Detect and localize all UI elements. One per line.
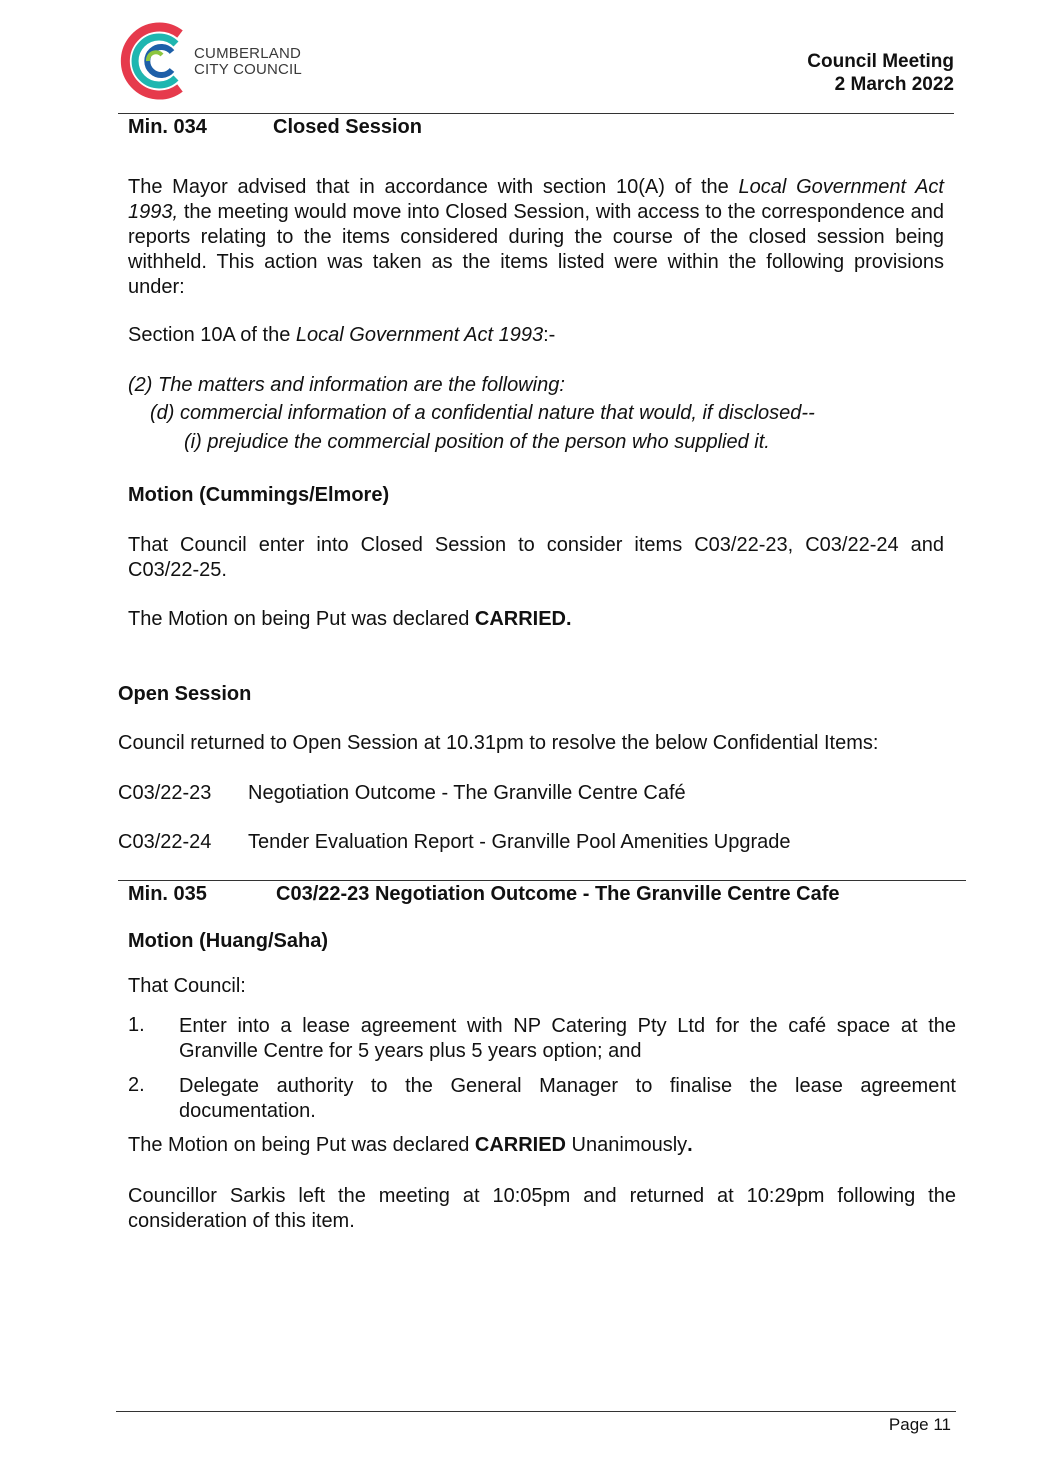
motion-result-035 [128, 1134, 693, 1157]
confidential-item-code: C03/22-24 [118, 831, 212, 853]
list-number: 2. [128, 1074, 145, 1096]
list-item-text: Delegate authority to the General Manager to finalise the lease agreement documentation. [179, 1075, 956, 1122]
motion-lead-035: That Council: [128, 975, 246, 997]
councillor-note: Councillor Sarkis left the meeting at 10:05pm and returned at 10:29pm following the consideration of this item. [128, 1185, 956, 1232]
meeting-title: Council Meeting [807, 51, 954, 72]
intro-post: the meeting would move into Closed Session, with access to the correspondence and reports relating to the items considered during the course of the closed session being withheld. This action was taken as the items listed were within the following provisions under: [128, 201, 944, 298]
minute-035-title: C03/22-23 Negotiation Outcome - The Granville Centre Cafe [276, 883, 840, 905]
list-item-text: Enter into a lease agreement with NP Catering Pty Ltd for the café space at the Granville Centre for 5 years plus 5 years option; and [179, 1015, 956, 1062]
section-act: Local Government Act 1993 [295, 324, 544, 346]
logo-line-1: CUMBERLAND [194, 45, 302, 62]
provision-d: (d) commercial information of a confidential nature that would, if disclosed-- [150, 402, 815, 424]
intro-pre: The Mayor advised that in accordance with section 10(A) of the [128, 176, 739, 198]
result-pre-035: The Motion on being Put was declared [128, 1134, 475, 1156]
section-post: :- [543, 324, 556, 346]
minute-035-rule [118, 880, 966, 881]
result-post-035: Unanimously [566, 1134, 688, 1156]
confidential-item-title: Tender Evaluation Report - Granville Pool Amenities Upgrade [248, 831, 791, 853]
header-rule [118, 113, 954, 114]
section-10a-line [128, 324, 555, 347]
result-carried-035: CARRIED [474, 1134, 566, 1156]
provision-i: (i) prejudice the commercial position of the person who supplied it. [184, 431, 770, 453]
motion-heading-035: Motion (Huang/Saha) [128, 930, 328, 952]
council-logo-icon [118, 20, 198, 102]
logo-wordmark [194, 46, 302, 78]
list-number: 1. [128, 1014, 145, 1036]
result-dot-035: . [687, 1134, 693, 1156]
result-carried-034: CARRIED. [474, 608, 572, 630]
open-session-heading: Open Session [118, 683, 252, 705]
minute-034-number: Min. 034 [128, 116, 207, 138]
motion-result-034 [128, 608, 572, 631]
minute-035-number: Min. 035 [128, 883, 207, 905]
section-pre: Section 10A of the [128, 324, 296, 346]
footer-rule [116, 1411, 956, 1412]
open-session-intro: Council returned to Open Session at 10.31pm to resolve the below Confidential Items: [118, 732, 879, 754]
motion-heading-034: Motion (Cummings/Elmore) [128, 484, 390, 506]
logo-line-2: CITY COUNCIL [194, 61, 302, 78]
confidential-item-title: Negotiation Outcome - The Granville Centre Café [248, 782, 686, 804]
motion-text-034: That Council enter into Closed Session to consider items C03/22-23, C03/22-24 and C03/22-25. [128, 534, 944, 581]
closed-session-intro [128, 175, 944, 300]
result-pre-034: The Motion on being Put was declared [128, 608, 475, 630]
meeting-date: 2 March 2022 [834, 74, 954, 95]
meeting-info [807, 50, 954, 96]
minute-034-title: Closed Session [273, 116, 422, 138]
provision-2: (2) The matters and information are the following: [128, 374, 565, 396]
confidential-item-code: C03/22-23 [118, 782, 212, 804]
page-number: Page 11 [888, 1415, 951, 1434]
intro-act: Local Government Act 1993, [128, 176, 944, 223]
